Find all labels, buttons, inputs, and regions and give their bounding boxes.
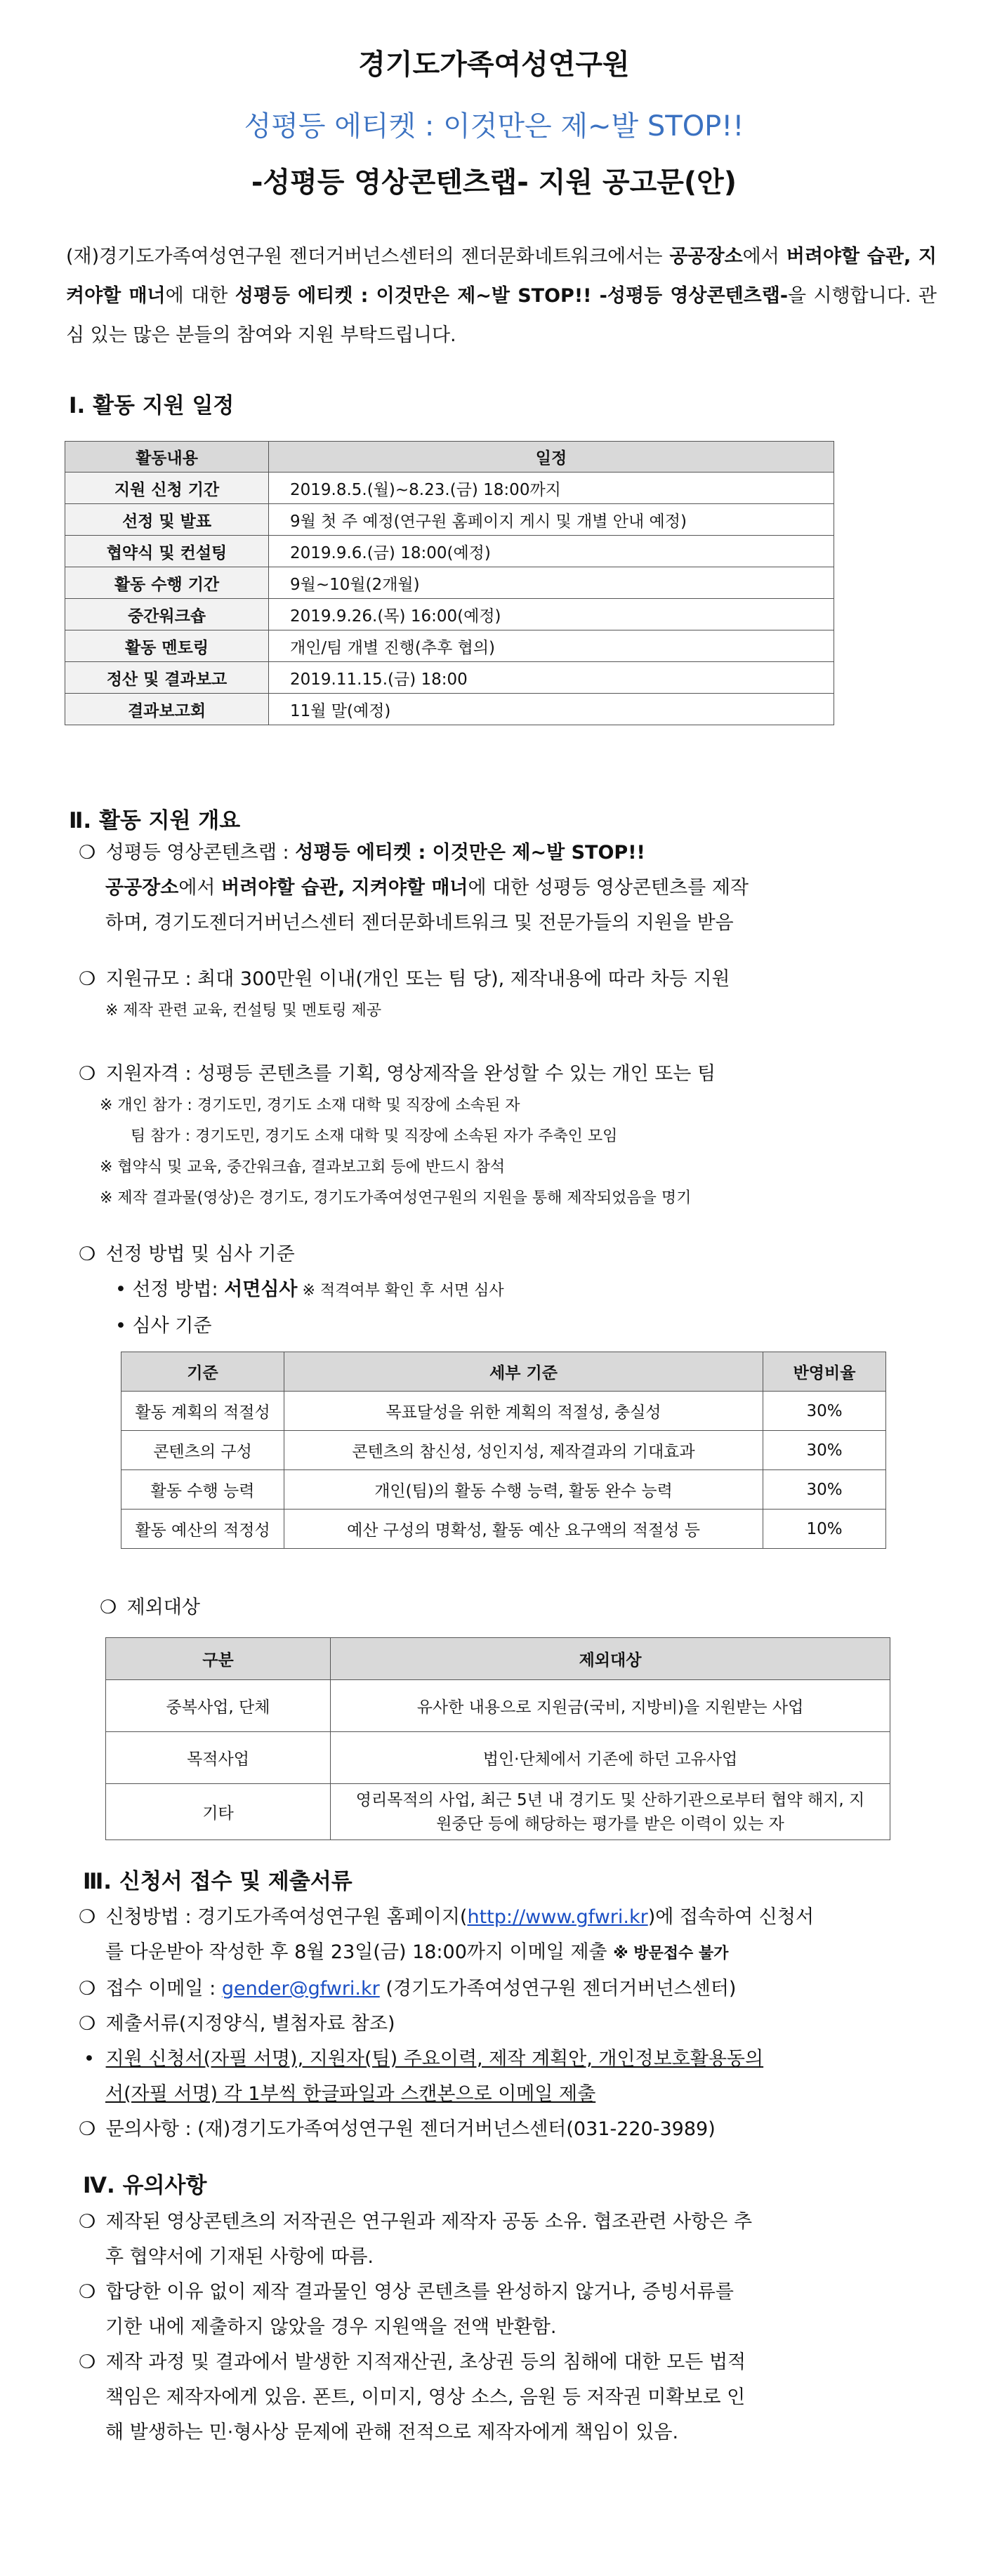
intro-text-2: 에서 bbox=[742, 246, 786, 267]
open-circle-icon: ❍ bbox=[79, 1906, 96, 1928]
document-title: -성평등 영상콘텐츠랩- 지원 공고문(안) bbox=[251, 166, 737, 199]
schedule-item: 선정 및 발표 bbox=[65, 504, 269, 536]
dot-icon: • bbox=[115, 1315, 126, 1337]
schedule-col-date: 일정 bbox=[269, 442, 834, 473]
exclusion-header-row bbox=[106, 1638, 890, 1680]
open-circle-icon: ❍ bbox=[79, 2013, 96, 2035]
notice-text: 기한 내에 제출하지 않았을 경우 지원액을 전액 반환함. bbox=[105, 2316, 557, 2338]
schedule-item: 지원 신청 기간 bbox=[65, 473, 269, 504]
selection-method-label: 선정 방법: bbox=[132, 1279, 225, 1300]
table-row bbox=[65, 630, 834, 662]
documents-list-text: 지원 신청서(자필 서명), 지원자(팀) 주요이력, 제작 계획안, 개인정보호활용동의 bbox=[105, 2048, 764, 2070]
schedule-date: 9월 첫 주 예정(연구원 홈페이지 게시 및 개별 안내 예정) bbox=[269, 504, 834, 536]
selection-method-note: ※ 적격여부 확인 후 서면 심사 bbox=[297, 1282, 504, 1300]
schedule-col-activity: 활동내용 bbox=[65, 442, 269, 473]
support-scale-item bbox=[79, 962, 935, 997]
documents-list-text: 서(자필 서명) 각 1부씩 한글파일과 스캔본으로 이메일 제출 bbox=[105, 2083, 596, 2105]
intro-bold-2: 버려야할 습관, 지켜야할 매너 bbox=[66, 246, 937, 307]
criteria-detail: 개인(팀)의 활동 수행 능력, 활동 완수 능력 bbox=[284, 1470, 763, 1510]
schedule-date: 2019.8.5.(월)~8.23.(금) 18:00까지 bbox=[269, 473, 834, 504]
eligibility-note-team: 팀 참가 : 경기도민, 경기도 소재 대학 및 직장에 소속된 자가 주축인 모임 bbox=[131, 1128, 618, 1145]
table-row bbox=[106, 1732, 890, 1784]
table-row bbox=[65, 473, 834, 504]
table-row bbox=[106, 1680, 890, 1732]
eligibility-note-credit: ※ 제작 결과물(영상)은 경기도, 경기도가족여성연구원의 지원을 통해 제작되었음을 명기 bbox=[100, 1189, 692, 1207]
application-deadline-text: 를 다운받아 작성한 후 8월 23일(금) 18:00까지 이메일 제출 bbox=[105, 1941, 614, 1963]
schedule-date: 9월~10월(2개월) bbox=[269, 567, 834, 599]
overview-text: 성평등 영상콘텐츠랩 : bbox=[105, 842, 296, 864]
criteria-label: 심사 기준 bbox=[132, 1315, 212, 1337]
subtitle: 성평등 에티켓 : 이것만은 제~발 STOP!! bbox=[244, 110, 744, 143]
criteria-standard: 콘텐츠의 구성 bbox=[121, 1431, 284, 1470]
table-row bbox=[121, 1431, 886, 1470]
email-label: 접수 이메일 : bbox=[105, 1978, 222, 2000]
criteria-detail: 예산 구성의 명확성, 활동 예산 요구액의 적절성 등 bbox=[284, 1510, 763, 1549]
schedule-date: 개인/팀 개별 진행(추후 협의) bbox=[269, 630, 834, 662]
organization-title: 경기도가족여성연구원 bbox=[358, 48, 630, 81]
table-row bbox=[121, 1392, 886, 1431]
criteria-weight: 10% bbox=[763, 1510, 886, 1549]
email-org-text: (경기도가족여성연구원 젠더거버넌스센터) bbox=[379, 1978, 737, 2000]
exclusion-category: 기타 bbox=[106, 1784, 331, 1840]
exclusion-label: 제외대상 bbox=[126, 1597, 200, 1618]
intro-paragraph bbox=[66, 237, 937, 355]
schedule-table bbox=[65, 441, 834, 725]
inquiry-text: 문의사항 : (재)경기도가족여성연구원 젠더거버넌스센터(031-220-3989) bbox=[105, 2118, 716, 2140]
notice-text: 해 발생하는 민·형사상 문제에 관해 전적으로 제작자에게 책임이 있음. bbox=[105, 2422, 679, 2443]
criteria-detail: 목표달성을 위한 계획의 적절성, 충실성 bbox=[284, 1392, 763, 1431]
open-circle-icon: ❍ bbox=[79, 2351, 96, 2373]
schedule-header-row bbox=[65, 442, 834, 473]
homepage-link[interactable]: http://www.gfwri.kr bbox=[467, 1906, 648, 1928]
dot-icon: • bbox=[115, 1279, 126, 1300]
open-circle-icon: ❍ bbox=[79, 2118, 96, 2140]
table-row bbox=[65, 662, 834, 694]
open-circle-icon: ❍ bbox=[79, 1978, 96, 2000]
criteria-weight: 30% bbox=[763, 1392, 886, 1431]
section-1-heading: Ⅰ. 활동 지원 일정 bbox=[69, 393, 235, 418]
open-circle-icon: ❍ bbox=[100, 1597, 117, 1618]
exclusion-col-target: 제외대상 bbox=[331, 1638, 890, 1680]
open-circle-icon: ❍ bbox=[79, 2281, 96, 2303]
schedule-item: 활동 수행 기간 bbox=[65, 567, 269, 599]
overview-item bbox=[79, 835, 935, 941]
criteria-col-standard: 기준 bbox=[121, 1352, 284, 1392]
notice-text: 책임은 제작자에게 있음. 폰트, 이미지, 영상 소스, 음원 등 저작권 미확보로 인 bbox=[105, 2386, 746, 2408]
support-scale-note: ※ 제작 관련 교육, 컨설팅 및 멘토링 제공 bbox=[105, 1002, 382, 1019]
schedule-item: 협약식 및 컨설팅 bbox=[65, 536, 269, 567]
support-scale-text: 지원규모 : 최대 300만원 이내(개인 또는 팀 당), 제작내용에 따라 차등 지원 bbox=[105, 968, 730, 990]
intro-bold-3: 성평등 에티켓 : 이것만은 제~발 STOP!! -성평등 영상콘텐츠랩- bbox=[235, 285, 789, 307]
open-circle-icon: ❍ bbox=[79, 842, 96, 864]
selection-method-value: 서면심사 bbox=[224, 1279, 298, 1300]
schedule-item: 정산 및 결과보고 bbox=[65, 662, 269, 694]
application-method-text: )에 접속하여 신청서 bbox=[647, 1906, 815, 1928]
eligibility-item bbox=[79, 1057, 935, 1092]
table-row bbox=[65, 504, 834, 536]
table-row bbox=[121, 1470, 886, 1510]
schedule-date: 2019.9.6.(금) 18:00(예정) bbox=[269, 536, 834, 567]
intro-text-4: 을 시행합니다. 관심 있는 많은 분들의 참여와 지원 부탁드립니다. bbox=[66, 285, 937, 346]
criteria-weight: 30% bbox=[763, 1431, 886, 1470]
overview-bold-place: 공공장소 bbox=[105, 877, 179, 899]
exclusion-target: 영리목적의 사업, 최근 5년 내 경기도 및 산하기관으로부터 협약 해지, 지원중단 등에 해당하는 평가를 받은 이력이 있는 자 bbox=[331, 1784, 890, 1840]
open-circle-icon: ❍ bbox=[79, 2211, 96, 2233]
overview-text: 에서 bbox=[178, 877, 222, 899]
notice-text: 제작된 영상콘텐츠의 저작권은 연구원과 제작자 공동 소유. 협조관련 사항은 추 bbox=[105, 2211, 753, 2233]
overview-text: 에 대한 성평등 영상콘텐츠를 제작 bbox=[468, 877, 749, 899]
table-row bbox=[65, 599, 834, 630]
exclusion-col-category: 구분 bbox=[106, 1638, 331, 1680]
selection-item bbox=[79, 1237, 935, 1344]
eligibility-text: 지원자격 : 성평등 콘텐츠를 기획, 영상제작을 완성할 수 있는 개인 또는 팀 bbox=[105, 1063, 716, 1085]
dot-icon: • bbox=[84, 2048, 95, 2070]
open-circle-icon: ❍ bbox=[79, 968, 96, 990]
table-row bbox=[121, 1510, 886, 1549]
exclusion-item bbox=[100, 1590, 200, 1625]
intro-text-1: (재)경기도가족여성연구원 젠더거버넌스센터의 젠더문화네트워크에서는 bbox=[66, 246, 670, 267]
notice-text: 제작 과정 및 결과에서 발생한 지적재산권, 초상권 등의 침해에 대한 모든 법적 bbox=[105, 2351, 746, 2373]
schedule-item: 결과보고회 bbox=[65, 694, 269, 725]
intro-bold-1: 공공장소 bbox=[669, 246, 743, 267]
no-visit-note: ※ 방문접수 불가 bbox=[613, 1945, 729, 1962]
schedule-item: 활동 멘토링 bbox=[65, 630, 269, 662]
criteria-col-weight: 반영비율 bbox=[763, 1352, 886, 1392]
documents-text: 제출서류(지정양식, 별첨자료 참조) bbox=[105, 2013, 395, 2035]
schedule-date: 2019.9.26.(목) 16:00(예정) bbox=[269, 599, 834, 630]
criteria-table bbox=[121, 1352, 886, 1549]
criteria-weight: 30% bbox=[763, 1470, 886, 1510]
section-3-heading: Ⅲ. 신청서 접수 및 제출서류 bbox=[83, 1869, 353, 1894]
exclusion-category: 목적사업 bbox=[106, 1732, 331, 1784]
open-circle-icon: ❍ bbox=[79, 1063, 96, 1085]
criteria-detail: 콘텐츠의 참신성, 성인지성, 제작결과의 기대효과 bbox=[284, 1431, 763, 1470]
criteria-col-detail: 세부 기준 bbox=[284, 1352, 763, 1392]
schedule-date: 11월 말(예정) bbox=[269, 694, 834, 725]
open-circle-icon: ❍ bbox=[79, 1243, 96, 1265]
email-link[interactable]: gender@gfwri.kr bbox=[221, 1978, 380, 2000]
criteria-standard: 활동 예산의 적정성 bbox=[121, 1510, 284, 1549]
criteria-header-row bbox=[121, 1352, 886, 1392]
overview-bold-manner: 버려야할 습관, 지켜야할 매너 bbox=[221, 877, 468, 899]
exclusion-table bbox=[105, 1637, 890, 1840]
notice-text: 후 협약서에 기재된 사항에 따름. bbox=[105, 2246, 374, 2268]
exclusion-target: 유사한 내용으로 지원금(국비, 지방비)을 지원받는 사업 bbox=[331, 1680, 890, 1732]
application-method-text: 신청방법 : 경기도가족여성연구원 홈페이지( bbox=[105, 1906, 468, 1928]
section-4-heading: Ⅳ. 유의사항 bbox=[83, 2173, 207, 2198]
intro-text-3: 에 대한 bbox=[165, 285, 235, 307]
notice-list bbox=[79, 2205, 949, 2450]
exclusion-category: 중복사업, 단체 bbox=[106, 1680, 331, 1732]
exclusion-target: 법인·단체에서 기존에 하던 고유사업 bbox=[331, 1732, 890, 1784]
schedule-item: 중간워크숍 bbox=[65, 599, 269, 630]
eligibility-note-individual: ※ 개인 참가 : 경기도민, 경기도 소재 대학 및 직장에 소속된 자 bbox=[100, 1097, 520, 1114]
criteria-standard: 활동 계획의 적절성 bbox=[121, 1392, 284, 1431]
overview-bold: 성평등 에티켓 : 이것만은 제~발 STOP!! bbox=[295, 842, 645, 864]
table-row bbox=[65, 536, 834, 567]
section-2-heading: Ⅱ. 활동 지원 개요 bbox=[69, 808, 241, 833]
notice-text: 합당한 이유 없이 제작 결과물인 영상 콘텐츠를 완성하지 않거나, 증빙서류를 bbox=[105, 2281, 734, 2303]
eligibility-note-attendance: ※ 협약식 및 교육, 중간워크숍, 결과보고회 등에 반드시 참석 bbox=[100, 1158, 506, 1176]
application-list bbox=[79, 1900, 949, 2147]
schedule-date: 2019.11.15.(금) 18:00 bbox=[269, 662, 834, 694]
selection-text: 선정 방법 및 심사 기준 bbox=[105, 1243, 295, 1265]
table-row bbox=[65, 567, 834, 599]
overview-text: 하며, 경기도젠더거버넌스센터 젠더문화네트워크 및 전문가들의 지원을 받음 bbox=[105, 912, 734, 934]
criteria-standard: 활동 수행 능력 bbox=[121, 1470, 284, 1510]
table-row bbox=[65, 694, 834, 725]
table-row bbox=[106, 1784, 890, 1840]
